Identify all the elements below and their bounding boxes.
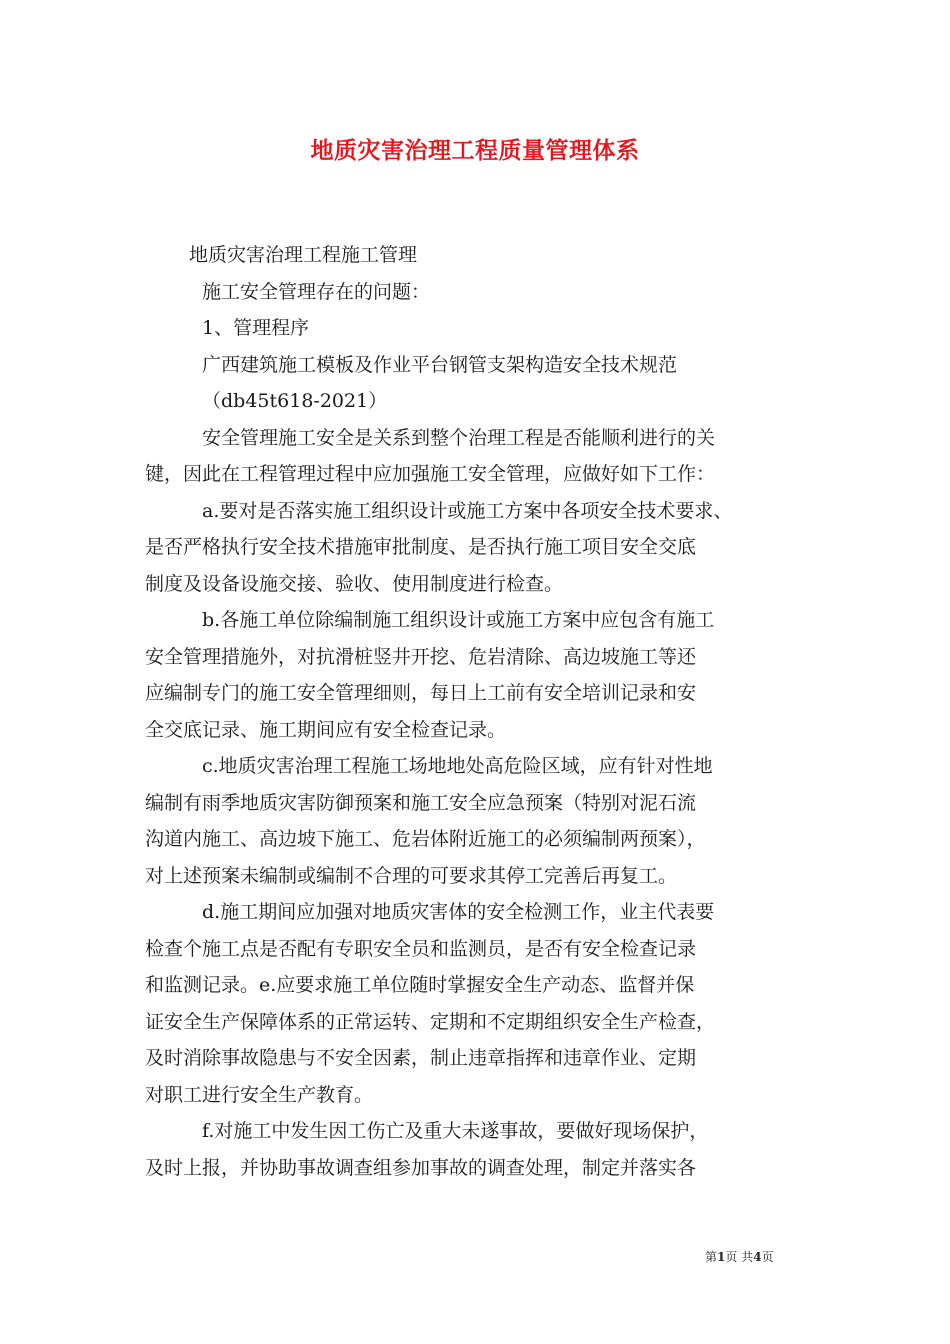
text-line: 编制有雨季地质灾害防御预案和施工安全应急预案（特别对泥石流 xyxy=(145,791,697,814)
text-line: b.各施工单位除编制施工组织设计或施工方案中应包含有施工 xyxy=(202,609,715,631)
text-line: 应编制专门的施工安全管理细则，每日上工前有安全培训记录和安 xyxy=(145,682,697,704)
text-line: 安全管理施工安全是关系到整个治理工程是否能顺利进行的关 xyxy=(202,426,716,449)
text-line: 及时消除事故隐患与不安全因素，制止违章指挥和违章作业、定期 xyxy=(145,1047,697,1069)
page-number xyxy=(705,1248,774,1265)
text-line: 是否严格执行安全技术措施审批制度、是否执行施工项目安全交底 xyxy=(145,536,697,558)
text-line: 沟道内施工、高边坡下施工、危岩体附近施工的必须编制两预案）， xyxy=(145,828,706,850)
text-line: d.施工期间应加强对地质灾害体的安全检测工作，业主代表要 xyxy=(202,901,715,923)
standard-title: 广西建筑施工模板及作业平台钢管支架构造安全技术规范 xyxy=(202,353,678,376)
text-line: f.对施工中发生因工伤亡及重大未遂事故，要做好现场保护， xyxy=(202,1120,709,1142)
text-line: 证安全生产保障体系的正常运转、定期和不定期组织安全生产检查， xyxy=(145,1010,716,1033)
text-line: 对职工进行安全生产教育。 xyxy=(145,1083,374,1106)
paragraph-intro xyxy=(145,420,805,493)
subheading-procedure: 1、管理程序 xyxy=(202,317,310,339)
subheading-problems: 施工安全管理存在的问题： xyxy=(202,280,431,303)
text-line: 制度及设备设施交接、验收、使用制度进行检查。 xyxy=(145,572,564,595)
text-line: 全交底记录、施工期间应有安全检查记录。 xyxy=(145,718,507,741)
text-line: a.要对是否落实施工组织设计或施工方案中各项安全技术要求、 xyxy=(202,499,733,522)
text-line: 安全管理措施外，对抗滑桩竖井开挖、危岩清除、高边坡施工等还 xyxy=(145,645,697,668)
text-line: 及时上报，并协助事故调查组参加事故的调查处理，制定并落实各 xyxy=(145,1156,697,1179)
text-line: 检查个施工点是否配有专职安全员和监测员，是否有安全检查记录 xyxy=(145,937,697,960)
paragraph-f xyxy=(145,1113,805,1186)
text-line: c.地质灾害治理工程施工场地地处高危险区域，应有针对性地 xyxy=(202,755,713,777)
page-middle: 页 共 xyxy=(725,1250,754,1264)
paragraph-d-e xyxy=(145,894,805,1113)
document-body xyxy=(145,237,805,1186)
current-page: 1 xyxy=(717,1250,726,1264)
text-line: 和监测记录。e.应要求施工单位随时掌握安全生产动态、监督并保 xyxy=(145,974,695,996)
paragraph-b xyxy=(145,602,805,748)
section-heading: 地质灾害治理工程施工管理 xyxy=(189,244,418,266)
page-suffix: 页 xyxy=(761,1250,774,1264)
paragraph-a xyxy=(145,493,805,603)
page-prefix: 第 xyxy=(705,1250,718,1264)
standard-code: （db45t618-2021） xyxy=(202,390,388,412)
text-line: 键，因此在工程管理过程中应加强施工安全管理，应做好如下工作： xyxy=(145,463,716,485)
document-title: 地质灾害治理工程质量管理体系 xyxy=(310,137,640,164)
text-line: 对上述预案未编制或编制不合理的可要求其停工完善后再复工。 xyxy=(145,864,678,887)
total-pages: 4 xyxy=(753,1250,762,1264)
paragraph-c xyxy=(145,748,805,894)
